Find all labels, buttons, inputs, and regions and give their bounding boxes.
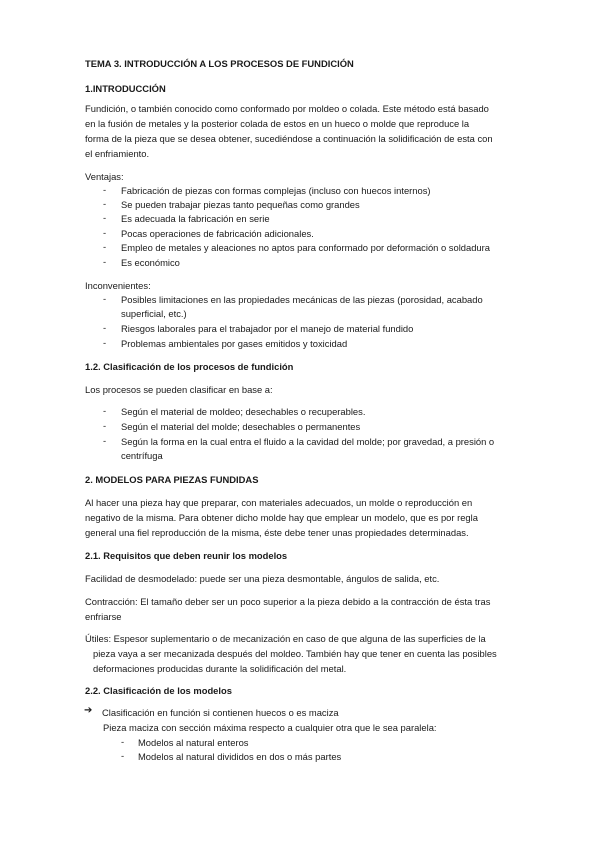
paragraph-line: enfriarse — [85, 611, 122, 622]
section-heading-introduccion: 1.INTRODUCCIÓN — [85, 83, 166, 94]
paragraph-line: Contracción: El tamaño deber ser un poco superior a la pieza debido a la contracción de ésta tras — [85, 596, 491, 607]
sub-heading-pieza-maciza: Pieza maciza con sección máxima respecto a cualquier otra que le sea paralela: — [103, 722, 437, 733]
paragraph-line: Al hacer una pieza hay que preparar, con materiales adecuados, un molde o reproducción en — [85, 497, 473, 508]
clasificacion-intro: Los procesos se pueden clasificar en base a: — [85, 384, 273, 395]
paragraph-line: pieza vaya a ser mecanizada después del moldeo. También hay que tener en cuenta las posibles — [93, 648, 497, 659]
paragraph-line: forma de la pieza que se desea obtener, sucediéndose a continuación la solidificación de esta con — [85, 133, 493, 144]
bullet-dash: - — [103, 420, 107, 431]
requisito-desmodelado: Facilidad de desmodelado: puede ser una pieza desmontable, ángulos de salida, etc. — [85, 573, 440, 584]
bullet-dash: - — [103, 212, 107, 223]
section-heading-modelos: 2. MODELOS PARA PIEZAS FUNDIDAS — [85, 474, 259, 485]
paragraph-line: negativo de la misma. Para obtener dicho molde hay que emplear un modelo, que es por regla — [85, 512, 478, 523]
bullet-dash: - — [103, 184, 107, 195]
paragraph-line: en la fusión de metales y la posterior colada de estos en un hueco o molde que reproduce la — [85, 118, 470, 129]
bullet-dash: - — [103, 337, 107, 348]
list-item: Es adecuada la fabricación en serie — [121, 213, 270, 224]
section-heading-requisitos: 2.1. Requisitos que deben reunir los modelos — [85, 550, 288, 561]
section-heading-clasificacion-procesos: 1.2. Clasificación de los procesos de fundición — [85, 361, 294, 372]
list-item: Según el material del molde; desechables o permanentes — [121, 421, 361, 432]
list-item: Posibles limitaciones en las propiedades mecánicas de las piezas (porosidad, acabado — [121, 294, 483, 305]
paragraph-line: el enfriamiento. — [85, 148, 150, 159]
list-item: Se pueden trabajar piezas tanto pequeñas como grandes — [121, 199, 360, 210]
paragraph-line: Útiles: Espesor suplementario o de mecanización en caso de que alguna de las superficies de la — [85, 633, 486, 644]
section-heading-clasificacion-modelos: 2.2. Clasificación de los modelos — [85, 685, 232, 696]
arrow-item: Clasificación en función si contienen huecos o es maciza — [102, 707, 339, 718]
bullet-dash: - — [103, 293, 107, 304]
list-item: Modelos al natural divididos en dos o más partes — [138, 751, 342, 762]
bullet-dash: - — [103, 405, 107, 416]
list-item: Según el material de moldeo; desechables o recuperables. — [121, 406, 366, 417]
bullet-dash: - — [103, 241, 107, 252]
bullet-dash: - — [103, 322, 107, 333]
bullet-dash: - — [121, 736, 125, 747]
inconvenientes-label: Inconvenientes: — [85, 280, 151, 291]
document-title: TEMA 3. INTRODUCCIÓN A LOS PROCESOS DE FUNDICIÓN — [85, 58, 354, 69]
list-item: Problemas ambientales por gases emitidos y toxicidad — [121, 338, 348, 349]
paragraph-line: general una fiel reproducción de la misma, éste debe tener unas propiedades determinadas. — [85, 527, 469, 538]
arrow-right-icon: ➔ — [84, 705, 93, 716]
bullet-dash: - — [103, 435, 107, 446]
ventajas-label: Ventajas: — [85, 171, 124, 182]
list-item: Pocas operaciones de fabricación adicionales. — [121, 228, 314, 239]
list-item: Empleo de metales y aleaciones no aptos para conformado por deformación o soldadura — [121, 242, 490, 253]
bullet-dash: - — [103, 198, 107, 209]
list-item: Riesgos laborales para el trabajador por el manejo de material fundido — [121, 323, 414, 334]
list-item-continuation: superficial, etc.) — [121, 308, 187, 319]
list-item-continuation: centrífuga — [121, 450, 163, 461]
paragraph-line: Fundición, o también conocido como conformado por moldeo o colada. Este método está basado — [85, 103, 489, 114]
list-item: Fabricación de piezas con formas complejas (incluso con huecos internos) — [121, 185, 431, 196]
list-item: Es económico — [121, 257, 180, 268]
bullet-dash: - — [103, 227, 107, 238]
paragraph-line: deformaciones producidas durante la solidificación del metal. — [93, 663, 347, 674]
bullet-dash: - — [121, 750, 125, 761]
list-item: Modelos al natural enteros — [138, 737, 249, 748]
list-item: Según la forma en la cual entra el fluido a la cavidad del molde; por gravedad, a presión o — [121, 436, 495, 447]
bullet-dash: - — [103, 256, 107, 267]
